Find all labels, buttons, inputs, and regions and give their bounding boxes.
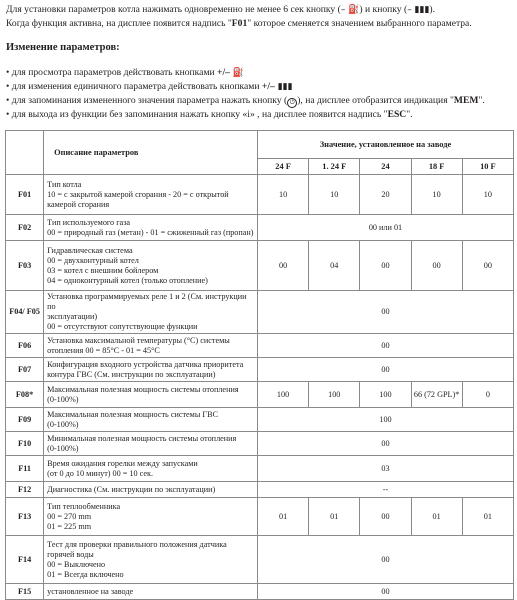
param-description-line: 00 = двухконтурный котел bbox=[47, 255, 139, 265]
param-description-line: (0-100%) bbox=[47, 394, 79, 404]
param-value-all-models: 00 bbox=[257, 291, 513, 334]
faucet-icon: ⛽ bbox=[229, 68, 245, 78]
header-factory-value: Значение, установленное на заводе bbox=[257, 131, 513, 159]
param-description bbox=[44, 334, 258, 358]
param-description-line: 00 = Выключено bbox=[47, 559, 106, 569]
radiator-icon: ▮▮▮ bbox=[274, 82, 293, 92]
param-description bbox=[44, 175, 258, 215]
minus-radiator-icon: – ▮▮▮ bbox=[407, 5, 430, 15]
table-row bbox=[6, 408, 514, 432]
param-description-line: 03 = котел с внешним бойлером bbox=[47, 265, 159, 275]
param-value: 100 bbox=[309, 382, 360, 408]
param-code: F06 bbox=[6, 334, 44, 358]
param-code: F07 bbox=[6, 358, 44, 382]
table-row bbox=[6, 291, 514, 334]
param-value: 00 bbox=[257, 241, 308, 291]
param-code: F15 bbox=[6, 584, 44, 600]
table-row bbox=[6, 536, 514, 584]
param-description-line: отопления 00 = 85°C - 01 = 45°C bbox=[47, 345, 160, 355]
param-description-line: 00 = отсутствуют сопутствующие функции bbox=[47, 322, 198, 331]
intro-text bbox=[6, 3, 514, 30]
table-row bbox=[6, 456, 514, 482]
param-value: 00 bbox=[360, 241, 411, 291]
param-value-all-models: 100 bbox=[257, 408, 513, 432]
param-value-all-models: 00 bbox=[257, 334, 513, 358]
param-description bbox=[44, 358, 258, 382]
table-row bbox=[6, 175, 514, 215]
param-description-line: Установка программируемых реле 1 и 2 (См. инструкции по bbox=[47, 292, 247, 311]
param-description-line: Тип котла bbox=[47, 179, 82, 189]
param-description-line: Гидравлическая система bbox=[47, 245, 133, 255]
param-code: F01 bbox=[6, 175, 44, 215]
param-code: F02 bbox=[6, 215, 44, 241]
param-description-line: установленное на заводе bbox=[47, 586, 134, 596]
param-description-line: Максимальная полезная мощность системы ГВС bbox=[47, 409, 219, 419]
param-description-line: Тип используемого газа bbox=[47, 217, 131, 227]
param-description bbox=[44, 498, 258, 536]
table-row bbox=[6, 432, 514, 456]
param-value: 10 bbox=[257, 175, 308, 215]
header-model: 18 F bbox=[411, 159, 462, 175]
param-value: 0 bbox=[462, 382, 513, 408]
param-description bbox=[44, 536, 258, 584]
param-description-line: Тест для проверки правильного положения датчика bbox=[47, 539, 227, 549]
table-row bbox=[6, 382, 514, 408]
param-description-line: Время ожидания горелки между запусками bbox=[47, 458, 198, 468]
table-row bbox=[6, 584, 514, 600]
param-code: F12 bbox=[6, 482, 44, 498]
param-value: 10 bbox=[309, 175, 360, 215]
param-code: F08* bbox=[6, 382, 44, 408]
param-value-all-models: 00 bbox=[257, 358, 513, 382]
param-description bbox=[44, 241, 258, 291]
param-description-line: Конфигурация входного устройства датчика приоритета bbox=[47, 359, 244, 369]
power-button-icon: ⏻ bbox=[287, 98, 297, 108]
table-row bbox=[6, 482, 514, 498]
minus-faucet-icon: – ⛽ bbox=[340, 5, 360, 15]
param-description-line: 00 = природный газ (метан) - 01 = сжиженный газ (пропан) bbox=[47, 227, 254, 237]
table-row bbox=[6, 215, 514, 241]
param-description-line: контура ГВС (См. инструкции по эксплуатации) bbox=[47, 369, 216, 379]
param-value: 01 bbox=[257, 498, 308, 536]
bullet-exit: • для выхода из функции без запоминания нажать кнопку «i» , на дисплее появится надпись "ESC". bbox=[6, 109, 413, 120]
param-description bbox=[44, 408, 258, 432]
param-value-all-models: 00 или 01 bbox=[257, 215, 513, 241]
param-description bbox=[44, 584, 258, 600]
param-value: 00 bbox=[360, 498, 411, 536]
param-description bbox=[44, 382, 258, 408]
intro-line-2: Когда функция активна, на дисплее появится надпись "F01" которое сменяется значением выбранного параметра. bbox=[6, 18, 472, 29]
bullet-view-params: • для просмотра параметров действовать кнопками +/– ⛽ bbox=[6, 67, 245, 78]
param-value: 01 bbox=[411, 498, 462, 536]
param-value-all-models: 00 bbox=[257, 432, 513, 456]
table-row bbox=[6, 358, 514, 382]
param-description-line: 01 = Всегда включено bbox=[47, 569, 124, 579]
param-description-line: Установка максимальной температуры (°C) системы bbox=[47, 335, 230, 345]
param-value: 00 bbox=[411, 241, 462, 291]
table-row bbox=[6, 334, 514, 358]
param-value-all-models: 00 bbox=[257, 584, 513, 600]
header-model: 24 F bbox=[257, 159, 308, 175]
param-value: 20 bbox=[360, 175, 411, 215]
param-description-line: Тип теплообменника bbox=[47, 501, 121, 511]
param-description-line: (0-100%) bbox=[47, 419, 79, 429]
param-value: 01 bbox=[462, 498, 513, 536]
param-description-line: эксплуатации) bbox=[47, 312, 98, 321]
table-row bbox=[6, 241, 514, 291]
param-description-line: 04 = одноконтурный котел (только отопление) bbox=[47, 275, 208, 285]
param-description bbox=[44, 456, 258, 482]
param-description bbox=[44, 291, 258, 334]
param-description-line: горячей воды bbox=[47, 549, 94, 559]
bullet-change-param: • для изменения единичного параметра действовать кнопками +/– ▮▮▮ bbox=[6, 81, 293, 92]
param-value: 100 bbox=[257, 382, 308, 408]
param-value: 04 bbox=[309, 241, 360, 291]
param-code: F09 bbox=[6, 408, 44, 432]
param-description-line: (0-100%) bbox=[47, 443, 79, 453]
header-model: 24 bbox=[360, 159, 411, 175]
header-code bbox=[6, 131, 44, 175]
param-value: 66 (72 GPL)* bbox=[411, 382, 462, 408]
param-description-line: 00 = 270 mm bbox=[47, 511, 92, 521]
intro-line-1: Для установки параметров котла нажимать одновременно не менее 6 сек кнопку (– ⛽) и кнопку (– ▮▮▮). bbox=[6, 4, 435, 15]
param-description-line: 01 = 225 mm bbox=[47, 521, 92, 531]
header-model: 1. 24 F bbox=[309, 159, 360, 175]
header-model: 10 F bbox=[462, 159, 513, 175]
param-description bbox=[44, 432, 258, 456]
param-description-line: Минимальная полезная мощность системы отопления bbox=[47, 433, 237, 443]
header-description: Описание параметров bbox=[44, 131, 258, 175]
bullet-save-param: • для запоминания измененного значения параметра нажать кнопку ( ⏻ ), на дисплее отобразится индикация "MEM". bbox=[6, 95, 485, 106]
param-value: 10 bbox=[411, 175, 462, 215]
parameters-table bbox=[5, 130, 514, 600]
param-value: 00 bbox=[462, 241, 513, 291]
bullet-list bbox=[6, 66, 514, 121]
param-description bbox=[44, 215, 258, 241]
param-code: F11 bbox=[6, 456, 44, 482]
param-description-line: (от 0 до 10 минут) 00 = 10 сек. bbox=[47, 468, 154, 478]
param-value-all-models: -- bbox=[257, 482, 513, 498]
param-code: F14 bbox=[6, 536, 44, 584]
table-row bbox=[6, 498, 514, 536]
param-code: F03 bbox=[6, 241, 44, 291]
param-description bbox=[44, 482, 258, 498]
param-value-all-models: 00 bbox=[257, 536, 513, 584]
param-code: F04/ F05 bbox=[6, 291, 44, 334]
param-description-line: 10 = с закрытой камерой сгорания - 20 = с открытой bbox=[47, 189, 229, 199]
param-value: 100 bbox=[360, 382, 411, 408]
param-code: F13 bbox=[6, 498, 44, 536]
param-value: 01 bbox=[309, 498, 360, 536]
param-description-line: Максимальная полезная мощность системы отопления bbox=[47, 384, 239, 394]
param-code: F10 bbox=[6, 432, 44, 456]
param-description-line: камерой сгорания bbox=[47, 199, 110, 209]
param-value: 10 bbox=[462, 175, 513, 215]
param-value-all-models: 03 bbox=[257, 456, 513, 482]
section-title: Изменение параметров: bbox=[6, 42, 120, 53]
param-description-line: Диагностика (См. инструкции по эксплуатации) bbox=[47, 484, 216, 494]
